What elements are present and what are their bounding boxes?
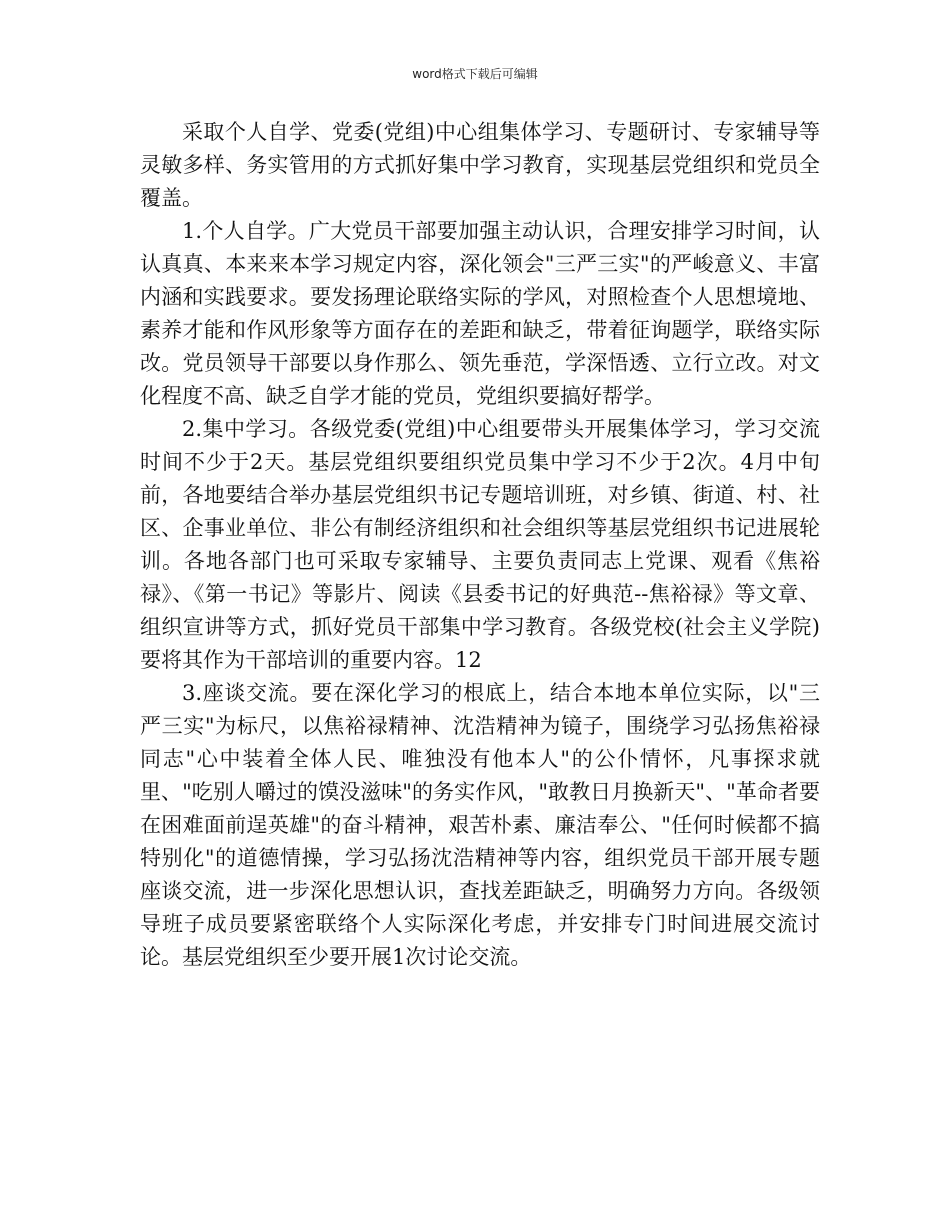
paragraph-self-study: 1.个人自学。广大党员干部要加强主动认识，合理安排学习时间，认认真真、本来来本学习规定内容，深化领会"三严三实"的严峻意义、丰富内涵和实践要求。要发扬理论联络实际的学风，对照检查个人思想境地、素养才能和作风形象等方面存在的差距和缺乏，带着征询题学，联络实际改。党员领导干部要以身作那么、领先垂范，学深悟透、立行立改。对文化程度不高、缺乏自学才能的党员，党组织要搞好帮学。 [140, 219, 820, 408]
page-header: word格式下载后可编辑 [412, 67, 538, 81]
paragraph-intro: 采取个人自学、党委(党组)中心组集体学习、专题研讨、专家辅导等灵敏多样、务实管用的方式抓好集中学习教育，实现基层党组织和党员全覆盖。 [140, 120, 820, 210]
paragraph-discussion: 3.座谈交流。要在深化学习的根底上，结合本地本单位实际，以"三严三实"为标尺，以焦裕禄精神、沈浩精神为镜子，围绕学习弘扬焦裕禄同志"心中装着全体人民、唯独没有他本人"的公仆情怀，凡事探求就里、"吃别人嚼过的馍没滋味"的务实作风，"敢教日月换新天"、"革命者要在困难面前逞英雄"的奋斗精神，艰苦朴素、廉洁奉公、"任何时候都不搞特别化"的道德情操，学习弘扬沈浩精神等内容，组织党员干部开展专题座谈交流，进一步深化思想认识，查找差距缺乏，明确努力方向。各级领导班子成员要紧密联络个人实际深化考虑，并安排专门时间进展交流讨论。基层党组织至少要开展1次讨论交流。 [140, 681, 820, 969]
paragraph-group-study: 2.集中学习。各级党委(党组)中心组要带头开展集体学习，学习交流时间不少于2天。基层党组织要组织党员集中学习不少于2次。4月中旬前，各地要结合举办基层党组织书记专题培训班，对乡镇、街道、村、社区、企事业单位、非公有制经济组织和社会组织等基层党组织书记进展轮训。各地各部门也可采取专家辅导、主要负责同志上党课、观看《焦裕禄》、《第一书记》等影片、阅读《县委书记的好典范--焦裕禄》等文章、组织宣讲等方式，抓好党员干部集中学习教育。各级党校(社会主义学院)要将其作为干部培训的重要内容。12 [140, 417, 820, 672]
document-body [140, 116, 820, 974]
